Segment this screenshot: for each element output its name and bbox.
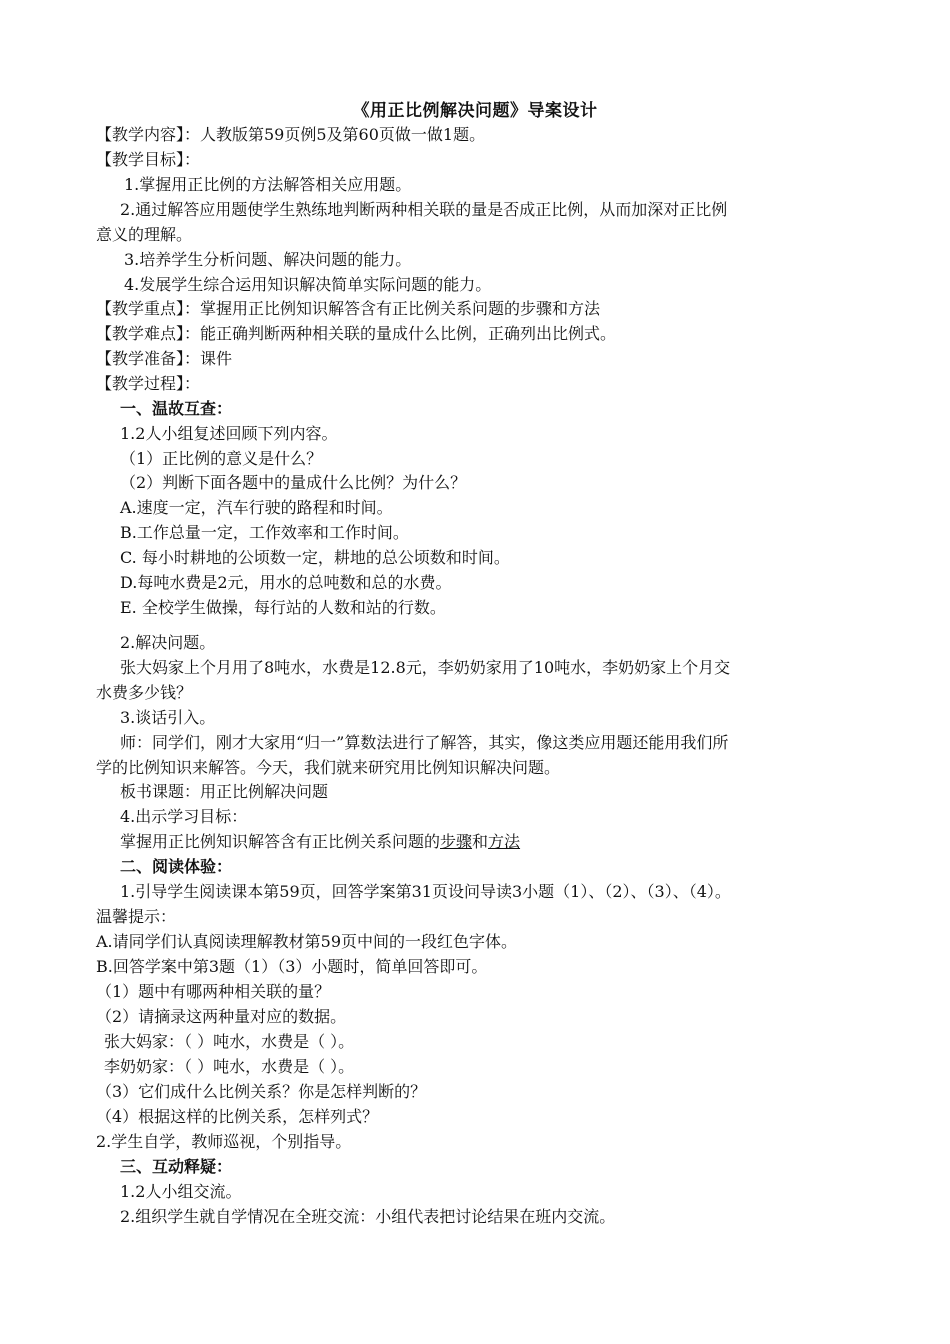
problem-text: 张大妈家上个月用了8吨水，水费是12.8元，李奶奶家用了10吨水，李奶奶家上个月交	[120, 658, 731, 677]
reading-guide: 1.引导学生阅读课本第59页，回答学案第31页设问导读3小题（1）、（2）、（3）、（4）。	[120, 882, 731, 901]
item-c: C. 每小时耕地的公顷数一定，耕地的总公顷数和时间。	[120, 548, 510, 567]
question-2: （2）请摘录这两种量对应的数据。	[96, 1007, 347, 1026]
and-text: 和	[472, 832, 489, 851]
tips-heading: 温馨提示：	[96, 907, 177, 926]
data-zhang: 张大妈家：（ ）吨水，水费是（ ）。	[104, 1032, 355, 1051]
section-2-heading: 二、阅读体验：	[120, 857, 233, 876]
intro-heading: 3.谈话引入。	[120, 708, 216, 727]
learning-goal-heading: 4.出示学习目标：	[120, 807, 248, 826]
steps-underlined: 步骤	[440, 832, 473, 851]
goal-3: 3.培养学生分析问题、解决问题的能力。	[124, 250, 412, 269]
methods-underlined: 方法	[488, 832, 521, 851]
goal-1: 1.掌握用正比例的方法解答相关应用题。	[124, 175, 412, 194]
question-1: （1）题中有哪两种相关联的量？	[96, 982, 331, 1001]
item-d: D.每吨水费是2元，用水的总吨数和总的水费。	[120, 573, 452, 592]
teacher-speech: 师：同学们，刚才大家用“归一”算数法进行了解答，其实，像这类应用题还能用我们所	[120, 733, 729, 752]
review-1: 1.2人小组复述回顾下列内容。	[120, 424, 338, 443]
item-e: E. 全校学生做操，每行站的人数和站的行数。	[120, 598, 446, 617]
question-4: （4）根据这样的比例关系，怎样列式？	[96, 1107, 379, 1126]
review-q2: （2）判断下面各题中的量成什么比例？为什么？	[120, 473, 467, 492]
document-title: 《用正比例解决问题》导案设计	[352, 101, 598, 121]
solve-problem-heading: 2.解决问题。	[120, 633, 216, 652]
board-title: 板书课题：用正比例解决问题	[120, 782, 329, 801]
group-exchange: 1.2人小组交流。	[120, 1182, 242, 1201]
teaching-goals-heading: 【教学目标】：	[96, 150, 201, 169]
question-3: （3）它们成什么比例关系？你是怎样判断的？	[96, 1082, 427, 1101]
item-b: B.工作总量一定，工作效率和工作时间。	[120, 523, 409, 542]
problem-text-cont: 水费多少钱？	[96, 683, 193, 702]
goal-4: 4.发展学生综合运用知识解决简单实际问题的能力。	[124, 275, 492, 294]
section-1-heading: 一、温故互查：	[120, 399, 233, 418]
class-exchange: 2.组织学生就自学情况在全班交流：小组代表把讨论结果在班内交流。	[120, 1207, 616, 1226]
tip-b: B.回答学案中第3题（1）（3）小题时，简单回答即可。	[96, 957, 488, 976]
review-q1: （1）正比例的意义是什么？	[120, 449, 323, 468]
teaching-key-points: 【教学重点】：掌握用正比例知识解答含有正比例关系问题的步骤和方法	[96, 299, 601, 318]
goal-2-cont: 意义的理解。	[96, 225, 193, 244]
self-study: 2.学生自学，教师巡视，个别指导。	[96, 1132, 352, 1151]
teaching-difficulties: 【教学难点】：能正确判断两种相关联的量成什么比例，正确列出比例式。	[96, 324, 617, 343]
section-3-heading: 三、互动释疑：	[120, 1157, 233, 1176]
learning-goal-text: 掌握用正比例知识解答含有正比例关系问题的	[120, 832, 441, 851]
goal-2: 2.通过解答应用题使学生熟练地判断两种相关联的量是否成正比例，从而加深对正比例	[120, 200, 728, 219]
item-a: A.速度一定，汽车行驶的路程和时间。	[120, 498, 393, 517]
teaching-content: 【教学内容】：人教版第59页例5及第60页做一做1题。	[96, 125, 486, 144]
learning-goal	[120, 831, 890, 853]
teaching-process-heading: 【教学过程】：	[96, 374, 201, 393]
teacher-speech-cont: 学的比例知识来解答。今天，我们就来研究用比例知识解决问题。	[96, 758, 561, 777]
data-li: 李奶奶家：（ ）吨水，水费是（ ）。	[104, 1057, 355, 1076]
tip-a: A.请同学们认真阅读理解教材第59页中间的一段红色字体。	[96, 932, 518, 951]
teaching-preparation: 【教学准备】：课件	[96, 349, 233, 368]
